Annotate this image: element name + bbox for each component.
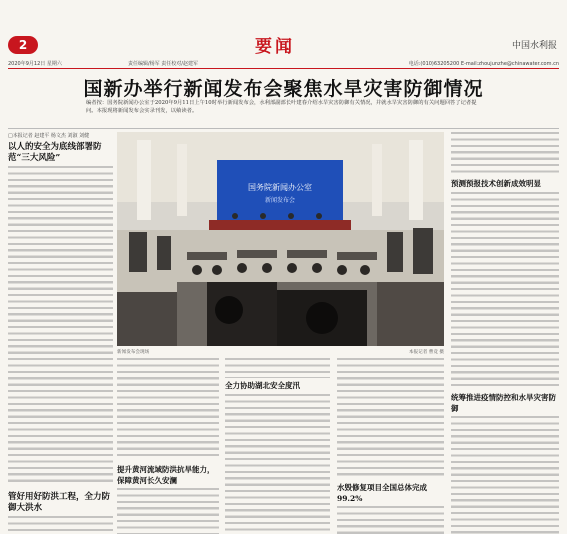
middle-col-1-body-2 (117, 488, 219, 534)
section-title: 要闻 (255, 37, 295, 57)
left-column-body-2 (8, 516, 113, 534)
middle-subhead-3: 水毁修复项目全国总体完成99.2% (337, 483, 427, 503)
middle-subhead-1: 全力协助湖北安全度汛 (225, 381, 300, 390)
date-line (8, 60, 559, 69)
right-column-body (451, 192, 559, 388)
caption-right: 本报记者 曹竞 摄 (408, 350, 444, 355)
left-column-body (8, 166, 113, 486)
right-subhead-1: 预测预报技术创新成效明显 (451, 179, 541, 188)
caption-left: 新闻发布会现场 (117, 350, 150, 355)
right-column-body-2 (451, 416, 559, 534)
middle-subhead-2: 提升黄河流域防洪抗旱能力，保障黄河长久安澜 (117, 465, 215, 485)
middle-col-3-body (337, 358, 444, 478)
photo-scene (117, 132, 444, 346)
speaker-table (209, 220, 351, 230)
article-byline: □本报记者 赵建平 杨文杰 刘淑 刘健 (8, 133, 90, 139)
screen-subtitle: 新闻发布会 (264, 197, 296, 204)
article-lead: 编者按：国务院新闻办公室于2020年9月11日上午10时举行新闻发布会，水利部副部长叶建春介绍水旱灾害防御有关情况，并就水旱灾害防御的有关问题回答了记者提问。本报现将新闻发布会实录刊发，以飨读者。 (86, 100, 477, 114)
press-conference-photo (117, 132, 444, 346)
contact-text: 电话:(010)63205200 E-mail:zhoujunzhe@chinawater.com.cn (408, 61, 559, 67)
right-subhead-2: 统筹推进疫情防控和水旱灾害防御 (451, 393, 556, 413)
date-text: 2020年9月12日 星期六 (8, 61, 62, 67)
middle-col-1-body (117, 358, 219, 460)
paper-name: 中国水利报 (511, 41, 557, 51)
screen-title: 国务院新闻办公室 (248, 183, 312, 192)
article-headline: 国新办举行新闻发布会聚焦水旱灾害防御情况 (83, 78, 484, 100)
left-subhead-1: 以人的安全为底线部署防范“三大风险” (8, 142, 102, 163)
editor-text: 责任编辑/杨军 责任校对/赵建军 (128, 61, 198, 67)
middle-col-2-body-2 (225, 394, 330, 534)
page-header (0, 0, 567, 58)
middle-col-3-body-2 (337, 506, 444, 534)
page-number-badge: 2 (8, 36, 38, 54)
divider (8, 128, 559, 129)
middle-col-2-body (225, 358, 330, 378)
left-subhead-2: 管好用好防洪工程，全力防御大洪水 (8, 492, 111, 513)
right-column-top (451, 132, 559, 176)
